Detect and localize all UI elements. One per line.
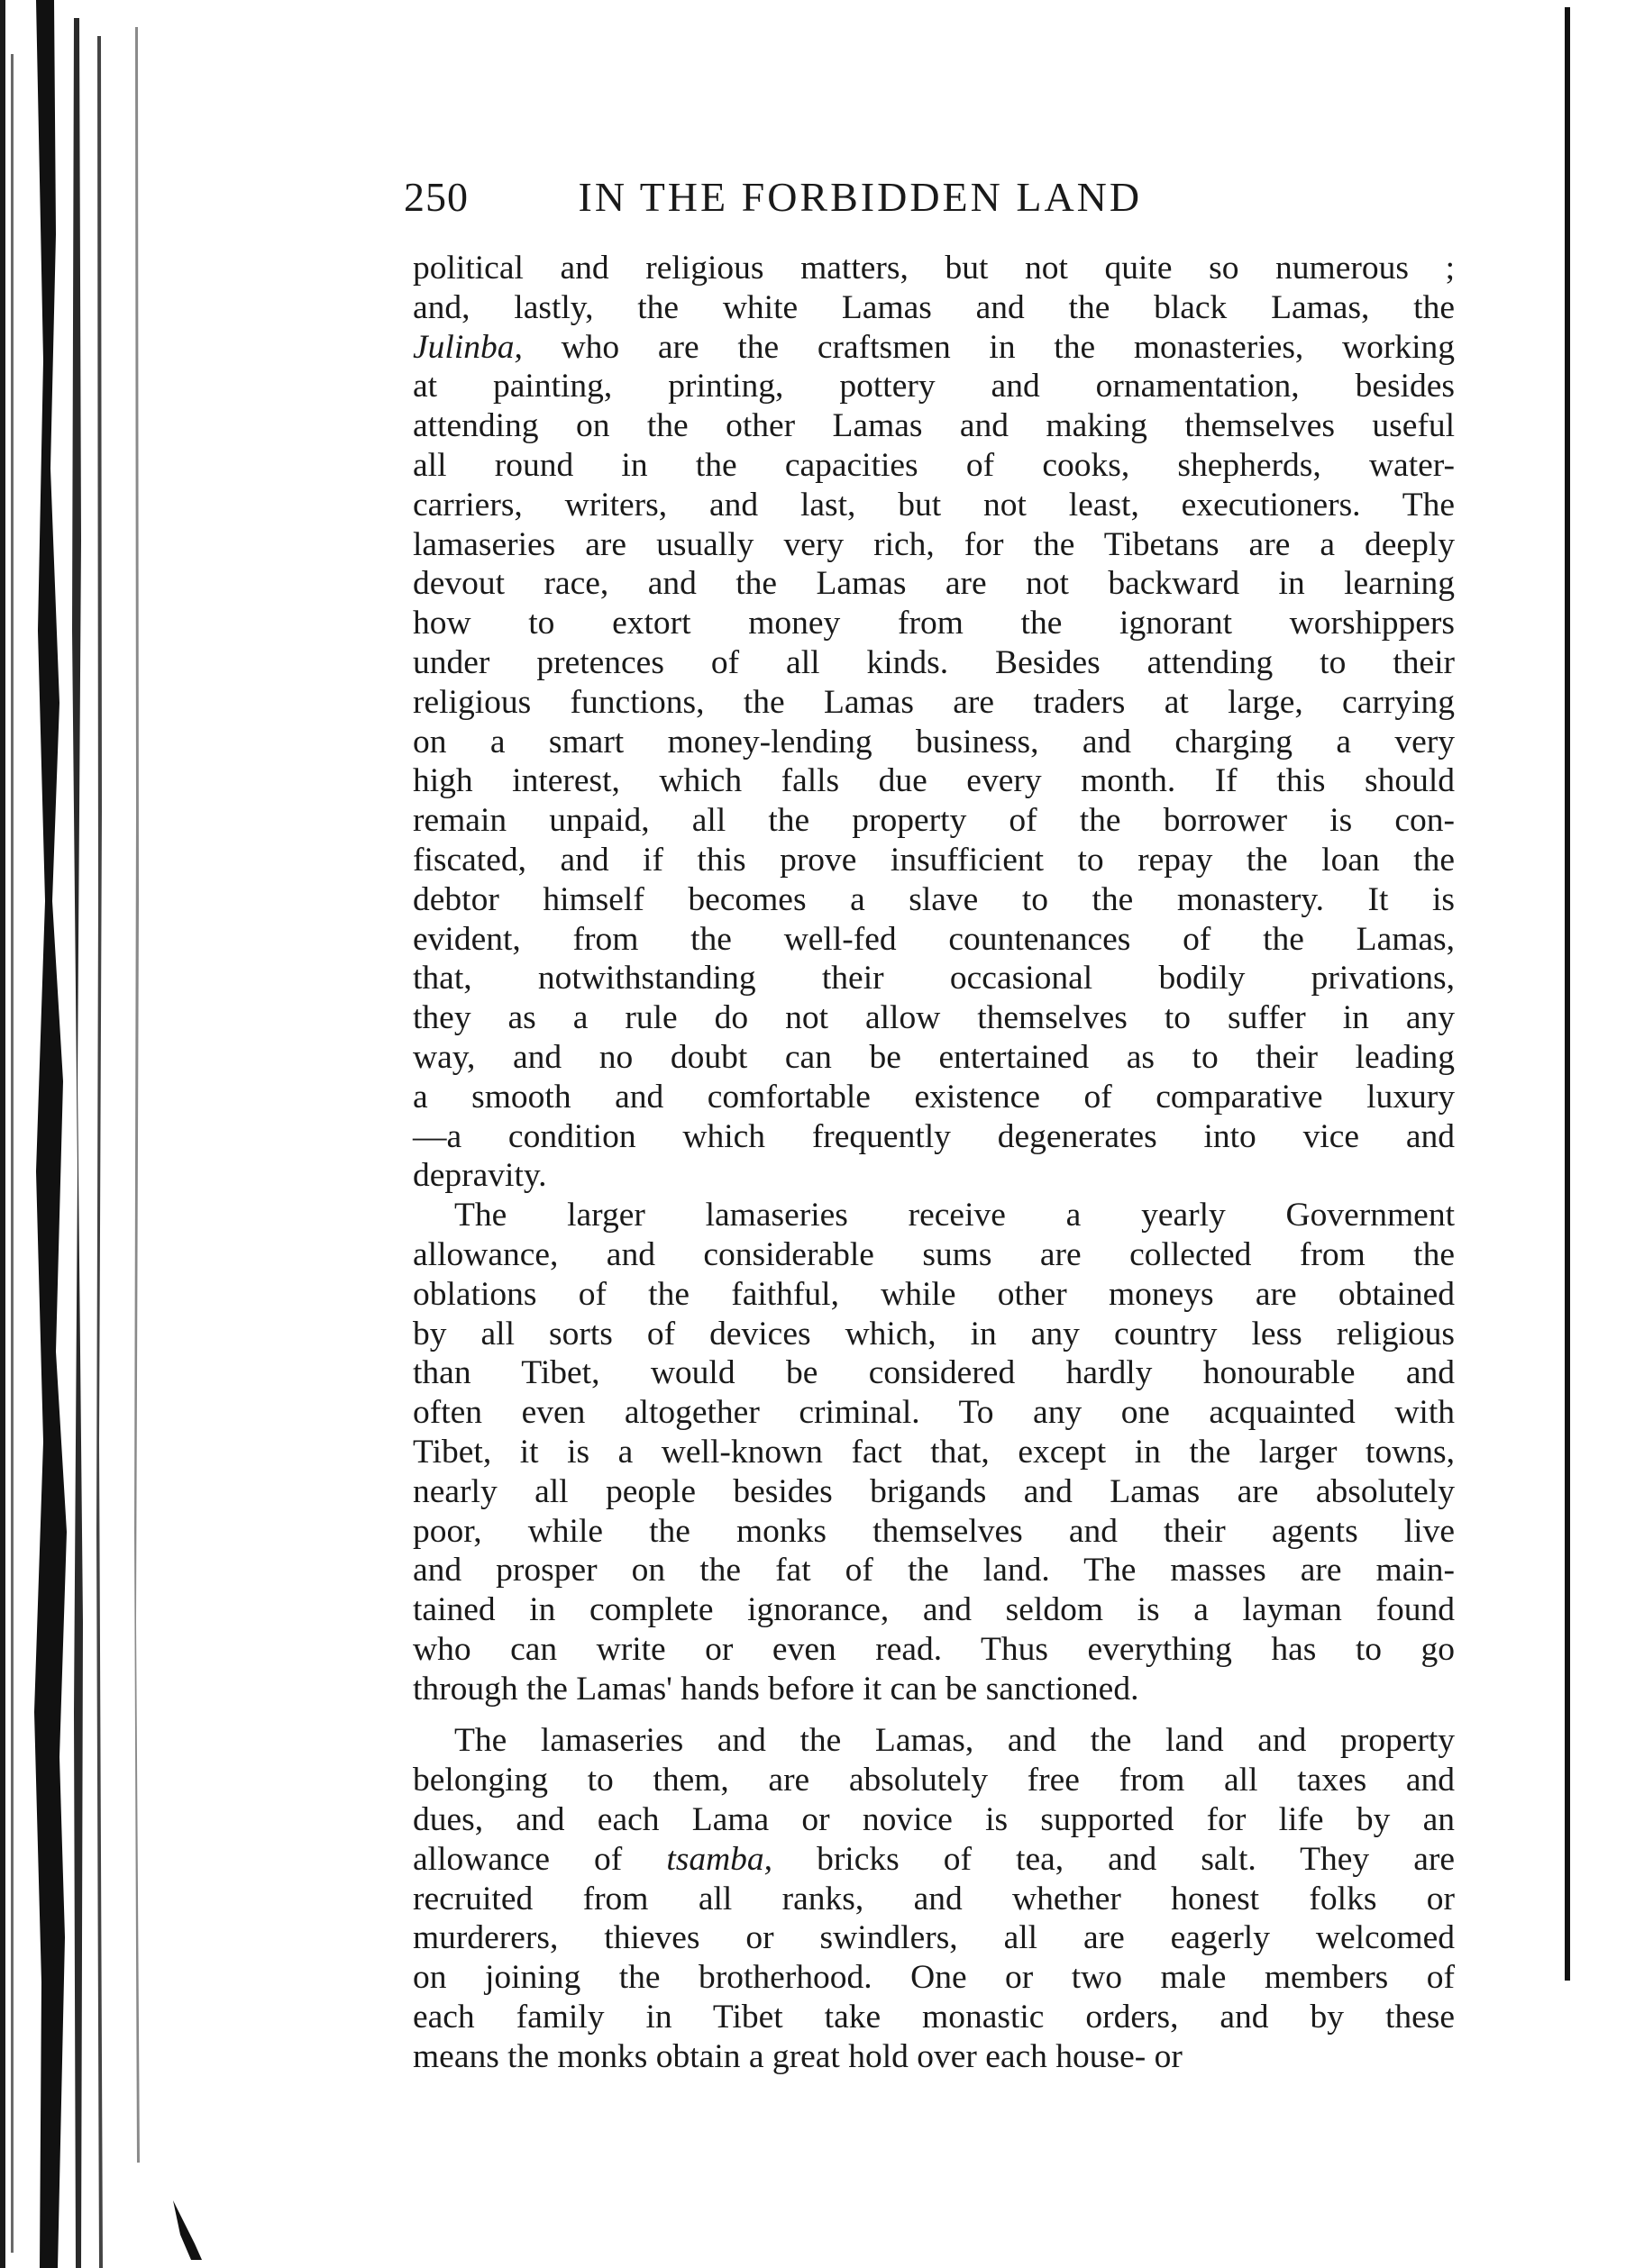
text-line: tained in complete ignorance, and seldom is a layman found — [413, 1591, 1455, 1629]
text-line: Tibet, it is a well-known fact that, except in the larger towns, — [413, 1433, 1455, 1471]
text-run: bricks of tea, and salt. They are — [772, 1840, 1455, 1878]
text-line: they as a rule do not allow themselves to suffer in any — [413, 999, 1455, 1037]
text-line: attending on the other Lamas and making themselves useful — [413, 407, 1455, 445]
text-line: evident, from the well-fed countenances of the Lamas, — [413, 920, 1455, 958]
text-line: at painting, printing, pottery and ornamentation, besides — [413, 368, 1455, 405]
paragraph — [413, 1721, 1455, 2076]
text-line: fiscated, and if this prove insufficient to repay the loan the — [413, 841, 1455, 879]
italic-term: tsamba, — [666, 1840, 773, 1878]
text-line: depravity. — [413, 1157, 547, 1195]
text-line — [413, 1840, 1455, 1880]
text-line: and prosper on the fat of the land. The masses are main- — [413, 1552, 1455, 1589]
text-line: means the monks obtain a great hold over each house- or — [413, 2037, 1183, 2075]
text-line: through the Lamas' hands before it can be sanctioned. — [413, 1670, 1139, 1708]
text-line: that, notwithstanding their occasional bodily privations, — [413, 960, 1455, 997]
text-line: a smooth and comfortable existence of comparative luxury — [413, 1078, 1455, 1116]
text-run: allowance of — [413, 1840, 667, 1878]
text-line: nearly all people besides brigands and Lamas are absolutely — [413, 1472, 1455, 1510]
text-line: way, and no doubt can be entertained as to their leading — [413, 1038, 1455, 1076]
text-line: devout race, and the Lamas are not backward in learning — [413, 565, 1455, 603]
running-title: IN THE FORBIDDEN LAND — [578, 174, 1143, 220]
text-line: how to extort money from the ignorant worshippers — [413, 605, 1455, 642]
text-line: each family in Tibet take monastic orders, and by these — [413, 1999, 1455, 2036]
text-line: The larger lamaseries receive a yearly Government — [454, 1197, 1455, 1234]
text-line — [413, 328, 1455, 368]
page-number: 250 — [404, 174, 469, 220]
text-line: often even altogether criminal. To any one acquainted with — [413, 1394, 1455, 1432]
text-line: religious functions, the Lamas are traders at large, carrying — [413, 683, 1455, 721]
paragraph — [413, 249, 1455, 1196]
text-line: on joining the brotherhood. One or two male members of — [413, 1959, 1455, 1997]
text-run: who are the craftsmen in the monasteries, working — [522, 328, 1455, 366]
text-line: carriers, writers, and last, but not least, executioners. The — [413, 486, 1455, 524]
text-line: all round in the capacities of cooks, shepherds, water- — [413, 446, 1455, 484]
text-line: oblations of the faithful, while other moneys are obtained — [413, 1275, 1455, 1313]
text-line: high interest, which falls due every month. If this should — [413, 762, 1455, 800]
text-line: political and religious matters, but not quite so numerous ; — [413, 250, 1455, 287]
text-line: remain unpaid, all the property of the borrower is con- — [413, 802, 1455, 840]
text-line: lamaseries are usually very rich, for the Tibetans are a deeply — [413, 525, 1455, 563]
text-line: The lamaseries and the Lamas, and the land and property — [454, 1722, 1455, 1760]
page-header — [404, 173, 1467, 236]
text-line: than Tibet, would be considered hardly honourable and — [413, 1354, 1455, 1392]
scan-corner-mark — [171, 2199, 207, 2262]
text-line: belonging to them, are absolutely free from all taxes and — [413, 1762, 1455, 1799]
text-line: who can write or even read. Thus everything has to go — [413, 1630, 1455, 1668]
scanned-page-edge — [0, 0, 180, 2268]
text-line: dues, and each Lama or novice is supported for life by an — [413, 1801, 1455, 1839]
text-line: debtor himself becomes a slave to the monastery. It is — [413, 880, 1455, 918]
paragraph — [413, 1196, 1455, 1708]
text-line: and, lastly, the white Lamas and the black Lamas, the — [413, 288, 1455, 326]
text-line: under pretences of all kinds. Besides attending to their — [413, 643, 1455, 681]
text-line: by all sorts of devices which, in any country less religious — [413, 1315, 1455, 1353]
right-margin-rule — [1565, 7, 1570, 1981]
text-line: poor, while the monks themselves and their agents live — [413, 1512, 1455, 1550]
text-line: allowance, and considerable sums are collected from the — [413, 1235, 1455, 1273]
text-line: murderers, thieves or swindlers, all are eagerly welcomed — [413, 1919, 1455, 1957]
text-line: recruited from all ranks, and whether honest folks or — [413, 1880, 1455, 1917]
text-line: on a smart money-lending business, and charging a very — [413, 723, 1455, 761]
italic-term: Julinba, — [413, 328, 523, 366]
text-line: —a condition which frequently degenerates into vice and — [413, 1117, 1455, 1155]
body-text — [413, 249, 1455, 2077]
